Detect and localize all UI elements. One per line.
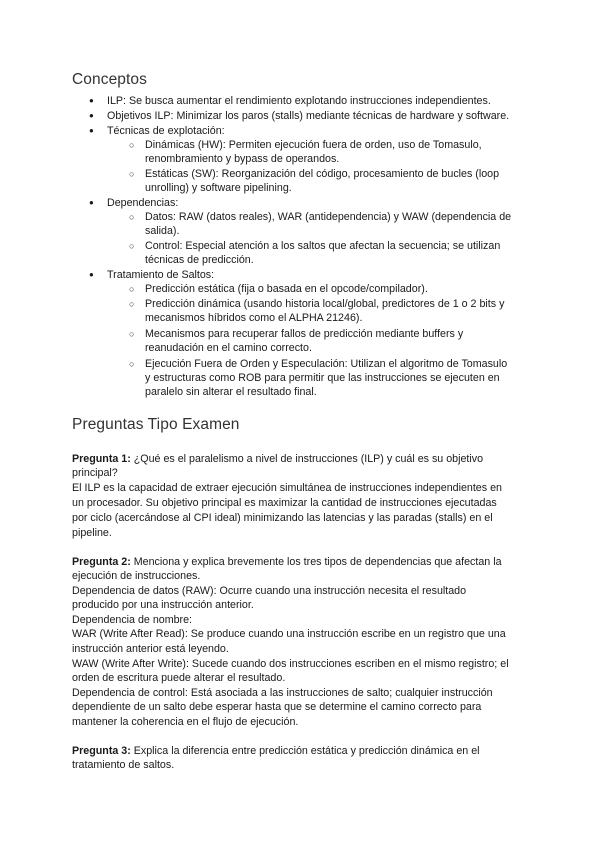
answer-2-line: producido por una instrucción anterior. <box>72 599 254 611</box>
sublist-item-mecanismos-cont: reanudación en el camino correcto. <box>145 342 312 354</box>
question-text: ¿Qué es el paralelismo a nivel de instrucciones (ILP) y cuál es su objetivo <box>130 453 484 465</box>
answer-2-line: WAW (Write After Write): Sucede cuando dos instrucciones escriben en el mismo registro; el <box>72 658 509 670</box>
answer-1-line: pipeline. <box>72 527 112 539</box>
sublist-item-ejecucion: Ejecución Fuera de Orden y Especulación: Utilizan el algoritmo de Tomasulo <box>145 358 508 370</box>
bullet-hollow-icon: ○ <box>129 329 135 339</box>
bullet-filled-icon: ● <box>89 111 94 120</box>
bullet-hollow-icon: ○ <box>129 299 135 309</box>
answer-2-line: orden de escritura puede alterar el resultado. <box>72 672 286 684</box>
answer-2-line: Dependencia de datos (RAW): Ocurre cuando una instrucción necesita el resultado <box>72 585 467 597</box>
answer-1-line: por ciclo (acercándose al CPI ideal) minimizando las latencias y las paradas (stalls) en el <box>72 512 493 524</box>
question-label: Pregunta 3: <box>72 745 131 757</box>
answer-2-line: WAR (Write After Read): Se produce cuando una instrucción escribe en un registro que una <box>72 628 506 640</box>
sublist-item-control: Control: Especial atención a los saltos que afectan la secuencia; se utilizan <box>145 240 501 252</box>
bullet-filled-icon: ● <box>89 96 94 105</box>
bullet-hollow-icon: ○ <box>129 140 135 150</box>
list-item-saltos: Tratamiento de Saltos: <box>107 269 215 281</box>
sublist-item-datos: Datos: RAW (datos reales), WAR (antidependencia) y WAW (dependencia de <box>145 211 512 223</box>
list-item-ilp: ILP: Se busca aumentar el rendimiento explotando instrucciones independientes. <box>107 95 491 107</box>
bullet-filled-icon: ● <box>89 126 94 135</box>
sublist-item-control-cont: técnicas de predicción. <box>145 254 254 266</box>
answer-1-line: El ILP es la capacidad de extraer ejecución simultánea de instrucciones independientes en <box>72 482 502 494</box>
question-3 <box>72 744 480 758</box>
sublist-item-dinamicas-cont: renombramiento y bypass de operandos. <box>145 153 340 165</box>
list-item-tecnicas: Técnicas de explotación: <box>107 125 225 137</box>
bullet-hollow-icon: ○ <box>129 359 135 369</box>
question-text: Menciona y explica brevemente los tres tipos de dependencias que afectan la <box>130 556 502 568</box>
sublist-item-mecanismos: Mecanismos para recuperar fallos de predicción mediante buffers y <box>145 328 464 340</box>
sublist-item-ejecucion-cont: y estructuras como ROB para permitir que las instrucciones se ejecuten en <box>145 372 500 384</box>
bullet-hollow-icon: ○ <box>129 284 135 294</box>
bullet-hollow-icon: ○ <box>129 212 135 222</box>
list-item-objetivos: Objetivos ILP: Minimizar los paros (stalls) mediante técnicas de hardware y software. <box>107 110 510 122</box>
bullet-filled-icon: ● <box>89 198 94 207</box>
sublist-item-pred-estatica: Predicción estática (fija o basada en el opcode/compilador). <box>145 283 428 295</box>
question-3-cont: tratamiento de saltos. <box>72 759 175 771</box>
question-2-cont: ejecución de instrucciones. <box>72 570 201 582</box>
question-label: Pregunta 1: <box>72 453 131 465</box>
question-1-cont: principal? <box>72 467 118 479</box>
question-text: Explica la diferencia entre predicción estática y predicción dinámica en el <box>130 745 480 757</box>
question-label: Pregunta 2: <box>72 556 131 568</box>
section-title-conceptos: Conceptos <box>72 71 148 88</box>
sublist-item-estaticas-cont: unrolling) y software pipelining. <box>145 182 292 194</box>
answer-2-line: instrucción anterior está leyendo. <box>72 643 229 655</box>
bullet-hollow-icon: ○ <box>129 241 135 251</box>
bullet-hollow-icon: ○ <box>129 169 135 179</box>
answer-2-line: Dependencia de control: Está asociada a las instrucciones de salto; cualquier instrucción <box>72 687 493 699</box>
sublist-item-ejecucion-cont: paralelo sin alterar el resultado final. <box>145 386 317 398</box>
sublist-item-pred-dinamica: Predicción dinámica (usando historia local/global, predictores de 1 o 2 bits y <box>145 298 505 310</box>
question-2 <box>72 555 502 569</box>
sublist-item-dinamicas: Dinámicas (HW): Permiten ejecución fuera de orden, uso de Tomasulo, <box>145 139 482 151</box>
sublist-item-datos-cont: salida). <box>145 225 180 237</box>
section-title-preguntas: Preguntas Tipo Examen <box>72 416 240 433</box>
answer-2-line: Dependencia de nombre: <box>72 614 193 626</box>
sublist-item-pred-dinamica-cont: mecanismos híbridos como el ALPHA 21246). <box>145 312 363 324</box>
answer-2-line: dependiente de un salto debe esperar hasta que se determine el camino correcto para <box>72 701 482 713</box>
question-1 <box>72 452 483 466</box>
list-item-dependencias: Dependencias: <box>107 197 179 209</box>
bullet-filled-icon: ● <box>89 270 94 279</box>
answer-2-line: mantener la coherencia en el flujo de ejecución. <box>72 716 299 728</box>
sublist-item-estaticas: Estáticas (SW): Reorganización del código, procesamiento de bucles (loop <box>145 168 500 180</box>
answer-1-line: un procesador. Su objetivo principal es maximizar la cantidad de instrucciones ejecutadas <box>72 497 497 509</box>
